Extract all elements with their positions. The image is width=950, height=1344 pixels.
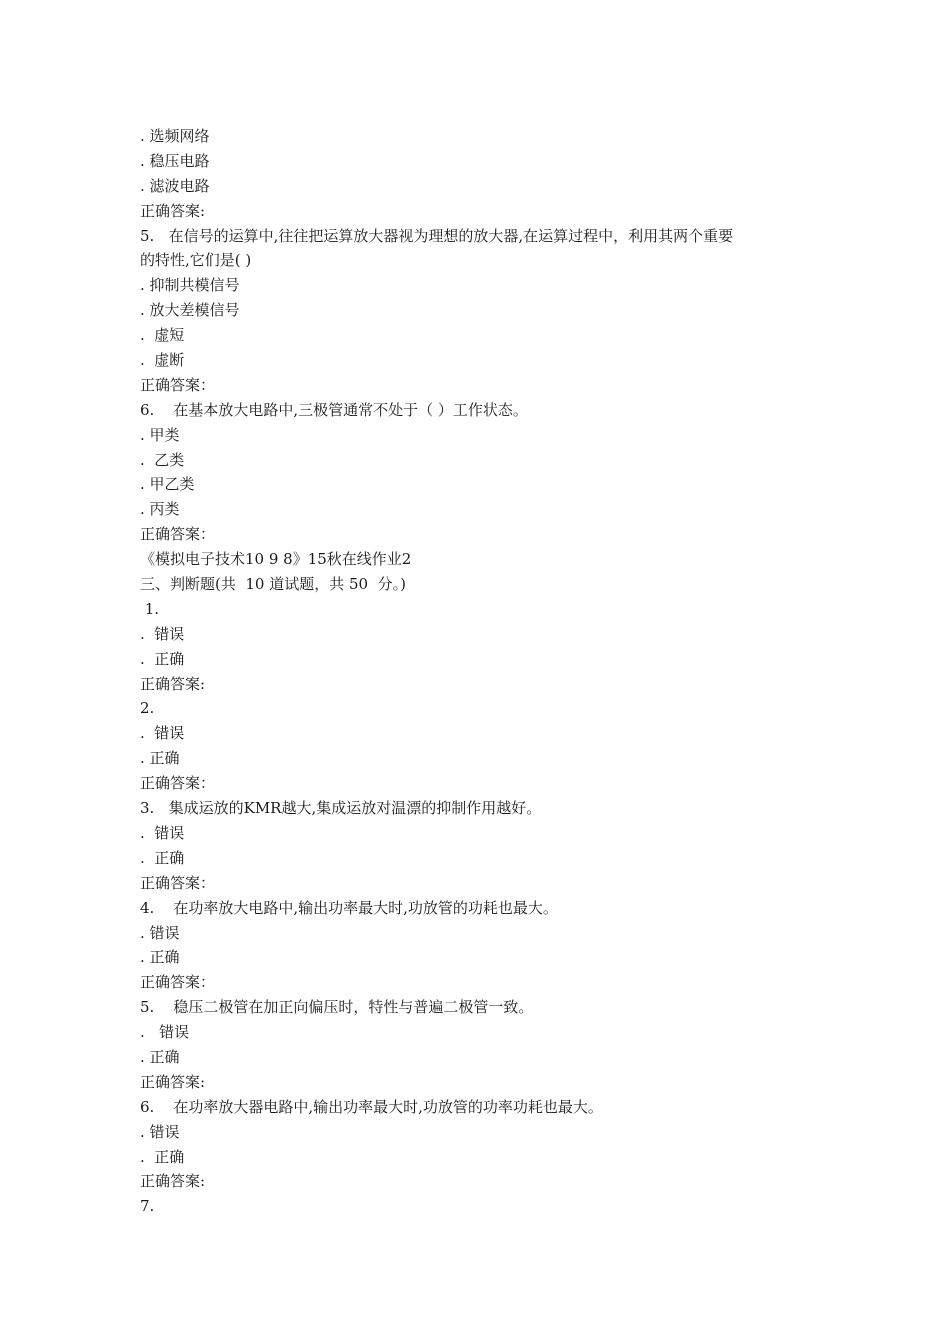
question-line: 5. 稳压二极管在加正向偏压时，特性与普遍二极管一致。 [140,998,534,1017]
section-heading: 三、判断题(共 10 道试题，共 50 分。) [140,575,406,594]
option-line: . 甲乙类 [140,475,195,494]
question-line: 3. 集成运放的KMR越大,集成运放对温漂的抑制作用越好。 [140,799,542,818]
option-line: . 虚断 [140,351,185,370]
question-line: 的特性,它们是( ) [140,251,252,270]
option-line: . 甲类 [140,425,180,444]
option-line: . 丙类 [140,500,180,519]
option-line: . 稳压电路 [140,151,210,170]
option-line: . 错误 [140,624,185,643]
option-line: . 正确 [140,1147,185,1166]
option-line: . 正确 [140,649,185,668]
option-line: . 正确 [140,1047,180,1066]
answer-line: 正确答案： [140,873,216,892]
option-line: . 错误 [140,1122,180,1141]
option-line: . 选频网络 [140,127,210,145]
question-line: 7. [140,1197,155,1216]
question-line: 2. [140,699,155,718]
answer-line: 正确答案： [140,973,216,992]
question-line: 1. [140,599,160,618]
option-line: . 错误 [140,1023,190,1042]
option-line: . 错误 [140,823,185,842]
question-line: 5. 在信号的运算中,往往把运算放大器视为理想的放大器,在运算过程中，利用其两个重要 [140,226,734,245]
question-line: 6. 在基本放大电路中,三极管通常不处于（ ）工作状态。 [140,400,528,419]
option-line: . 错误 [140,724,185,743]
option-line: . 放大差模信号 [140,301,240,320]
answer-line: 正确答案： [140,375,216,394]
option-line: . 虚短 [140,326,185,345]
answer-line: 正确答案： [140,774,216,793]
answer-line: 正确答案： [140,525,216,544]
section-title: 《模拟电子技术10 9 8》15秋在线作业2 [140,550,412,569]
option-line: . 正确 [140,749,180,768]
question-line: 4. 在功率放大电路中,输出功率最大时,功放管的功耗也最大。 [140,898,558,917]
option-line: . 正确 [140,848,185,867]
option-line: . 抑制共模信号 [140,276,240,295]
option-line: . 正确 [140,948,180,967]
option-line: . 滤波电路 [140,176,210,195]
answer-line: 正确答案: [140,1172,206,1191]
answer-line: 正确答案: [140,201,206,220]
document-body [140,124,830,1219]
answer-line: 正确答案: [140,674,206,693]
question-line: 6. 在功率放大器电路中,输出功率最大时,功放管的功率功耗也最大。 [140,1097,603,1116]
option-line: . 乙类 [140,450,185,469]
answer-line: 正确答案: [140,1072,206,1091]
option-line: . 错误 [140,923,180,942]
